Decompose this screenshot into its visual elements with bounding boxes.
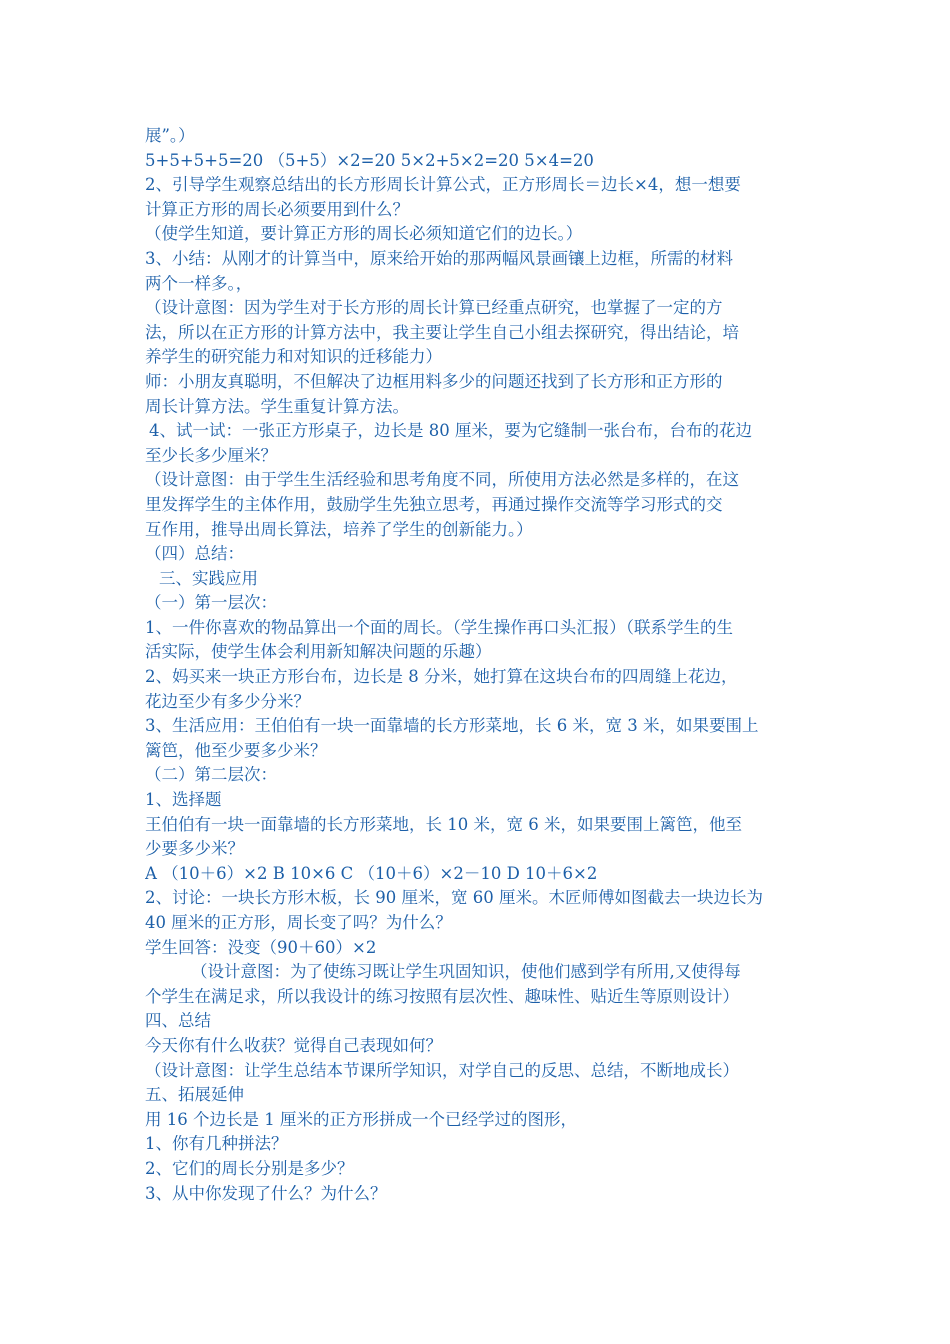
text-line: 里发挥学生的主体作用，鼓励学生先独立思考，再通过操作交流等学习形式的交 xyxy=(145,494,723,514)
text-line: 40 厘米的正方形，周长变了吗？为什么？ xyxy=(145,913,452,932)
text-line: 3、小结：从刚才的计算当中，原来给开始的那两幅风景画镶上边框，所需的材料 xyxy=(145,248,733,268)
text-line: 至少长多少厘米？ xyxy=(145,445,277,465)
text-line: 五、拓展延伸 xyxy=(145,1085,244,1105)
text-line: 用 16 个边长是 1 厘米的正方形拼成一个已经学过的图形， xyxy=(145,1109,577,1129)
text-line: （四）总结： xyxy=(145,544,244,564)
text-line: 个学生在满足求，所以我设计的练习按照有层次性、趣味性、贴近生等原则设计） xyxy=(145,986,739,1006)
text-line: 2、它们的周长分别是多少？ xyxy=(145,1158,354,1178)
text-line: （设计意图：让学生总结本节课所学知识，对学自己的反思、总结，不断地成长） xyxy=(145,1060,739,1080)
text-line: 2、讨论：一块长方形木板，长 90 厘米，宽 60 厘米。木匠师傅如图截去一块边长为 xyxy=(145,888,763,908)
text-line: 互作用，推导出周长算法，培养了学生的创新能力。） xyxy=(145,519,533,539)
text-line: 两个一样多。， xyxy=(145,273,253,293)
text-line: 展”。） xyxy=(145,126,195,145)
text-line: （设计意图：由于学生生活经验和思考角度不同，所使用方法必然是多样的，在这 xyxy=(145,470,739,490)
text-line: 篱笆，他至少要多少米？ xyxy=(145,740,327,760)
text-line: 三、实践应用 xyxy=(159,568,258,588)
text-line: 1、选择题 xyxy=(145,790,222,810)
document-page xyxy=(145,124,810,1206)
text-line: 王伯伯有一块一面靠墙的长方形菜地，长 10 米，宽 6 米，如果要围上篱笆，他至 xyxy=(145,814,742,834)
text-line: 2、妈买来一块正方形台布，边长是 8 分米，她打算在这块台布的四周缝上花边， xyxy=(145,667,738,687)
text-line: 养学生的研究能力和对知识的迁移能力） xyxy=(145,347,442,367)
text-line: 周长计算方法。学生重复计算方法。 xyxy=(145,396,409,416)
text-line: （二）第二层次： xyxy=(145,765,277,785)
text-line: 四、总结 xyxy=(145,1011,211,1031)
text-line: 花边至少有多少分米？ xyxy=(145,691,310,711)
text-line: 3、从中你发现了什么？为什么？ xyxy=(145,1183,387,1203)
text-line: 师：小朋友真聪明，不但解决了边框用料多少的问题还找到了长方形和正方形的 xyxy=(145,371,723,391)
text-line: 今天你有什么收获？觉得自己表现如何？ xyxy=(145,1035,442,1055)
text-line: （设计意图：因为学生对于长方形的周长计算已经重点研究，也掌握了一定的方 xyxy=(145,298,723,318)
text-line: 法，所以在正方形的计算方法中，我主要让学生自己小组去探研究，得出结论，培 xyxy=(145,322,739,342)
text-line: 3、生活应用：王伯伯有一块一面靠墙的长方形菜地，长 6 米，宽 3 米，如果要围上 xyxy=(145,716,759,736)
text-line: 2、引导学生观察总结出的长方形周长计算公式，正方形周长＝边长×4，想一想要 xyxy=(145,175,741,195)
text-line: 5+5+5+5=20 （5+5）×2=20 5×2+5×2=20 5×4=20 xyxy=(145,150,594,170)
text-line: （一）第一层次： xyxy=(145,593,277,613)
text-line: 活实际，使学生体会利用新知解决问题的乐趣） xyxy=(145,642,492,662)
text-line: 1、你有几种拼法？ xyxy=(145,1134,288,1154)
text-line: （设计意图：为了使练习既让学生巩固知识，使他们感到学有所用,又使得每 xyxy=(191,962,741,982)
text-line: A （10＋6）×2 B 10×6 C （10＋6）×2－10 D 10＋6×2 xyxy=(145,863,598,883)
text-line: 少要多少米？ xyxy=(145,839,244,859)
text-line: 4、试一试：一张正方形桌子，边长是 80 厘米，要为它缝制一张台布，台布的花边 xyxy=(149,421,752,441)
text-line: 计算正方形的周长必须要用到什么？ xyxy=(145,199,409,219)
text-line: 1、一件你喜欢的物品算出一个面的周长。（学生操作再口头汇报）（联系学生的生 xyxy=(145,617,733,637)
text-line: 学生回答：没变（90＋60）×2 xyxy=(145,937,377,957)
text-line: （使学生知道，要计算正方形的周长必须知道它们的边长。） xyxy=(145,224,583,244)
